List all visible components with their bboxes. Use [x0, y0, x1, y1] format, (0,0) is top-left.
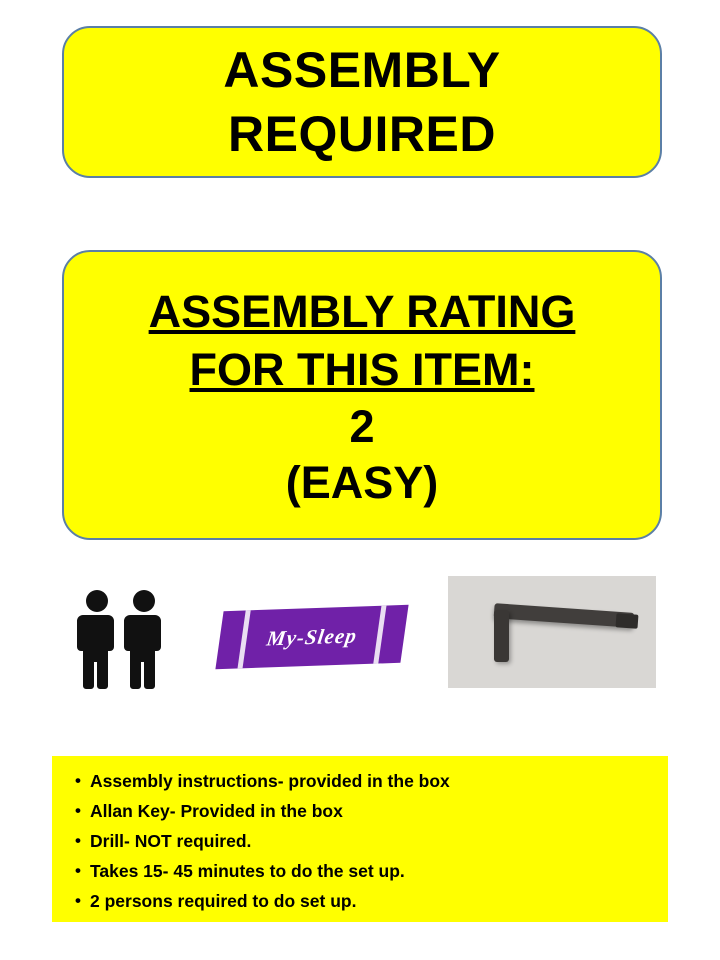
assembly-rating-ease-label: (EASY): [285, 457, 439, 508]
assembly-required-line-2: REQUIRED: [228, 106, 496, 162]
bullet-icon: •: [75, 861, 81, 880]
list-item: [52, 826, 668, 856]
list-item: [52, 766, 668, 796]
note-text: Drill- NOT required.: [90, 831, 252, 851]
assembly-rating-line-2: FOR THIS ITEM:: [189, 344, 535, 395]
list-item: [52, 886, 668, 916]
icon-strip: [62, 570, 662, 695]
mysleep-brand-text: My-Sleep: [265, 622, 359, 651]
two-persons-icon: [72, 588, 172, 690]
allen-key-short-arm: [494, 610, 509, 662]
assembly-notes-box: [52, 756, 668, 922]
assembly-rating-value: 2: [349, 401, 375, 452]
assembly-required-banner: [62, 26, 662, 178]
bullet-icon: •: [75, 801, 81, 820]
allen-key-photo: [448, 576, 656, 688]
note-text: 2 persons required to do set up.: [90, 891, 357, 911]
note-text: Allan Key- Provided in the box: [90, 801, 343, 821]
mysleep-label-image: [212, 602, 412, 674]
note-text: Assembly instructions- provided in the box: [90, 771, 450, 791]
assembly-rating-line-1: ASSEMBLY RATING: [148, 286, 576, 337]
mysleep-tag-shape: [215, 605, 408, 669]
list-item: [52, 796, 668, 826]
bullet-icon: •: [75, 771, 81, 790]
allen-key-long-arm: [494, 603, 635, 628]
bullet-icon: •: [75, 891, 81, 910]
list-item: [52, 856, 668, 886]
allen-key-tip: [616, 613, 639, 629]
tag-stripe-left: [238, 610, 251, 668]
note-text: Takes 15- 45 minutes to do the set up.: [90, 861, 405, 881]
assembly-notes-list: [52, 766, 668, 916]
assembly-required-line-1: ASSEMBLY: [223, 42, 501, 98]
assembly-rating-banner: [62, 250, 662, 540]
tag-stripe-right: [373, 606, 386, 664]
bullet-icon: •: [75, 831, 81, 850]
